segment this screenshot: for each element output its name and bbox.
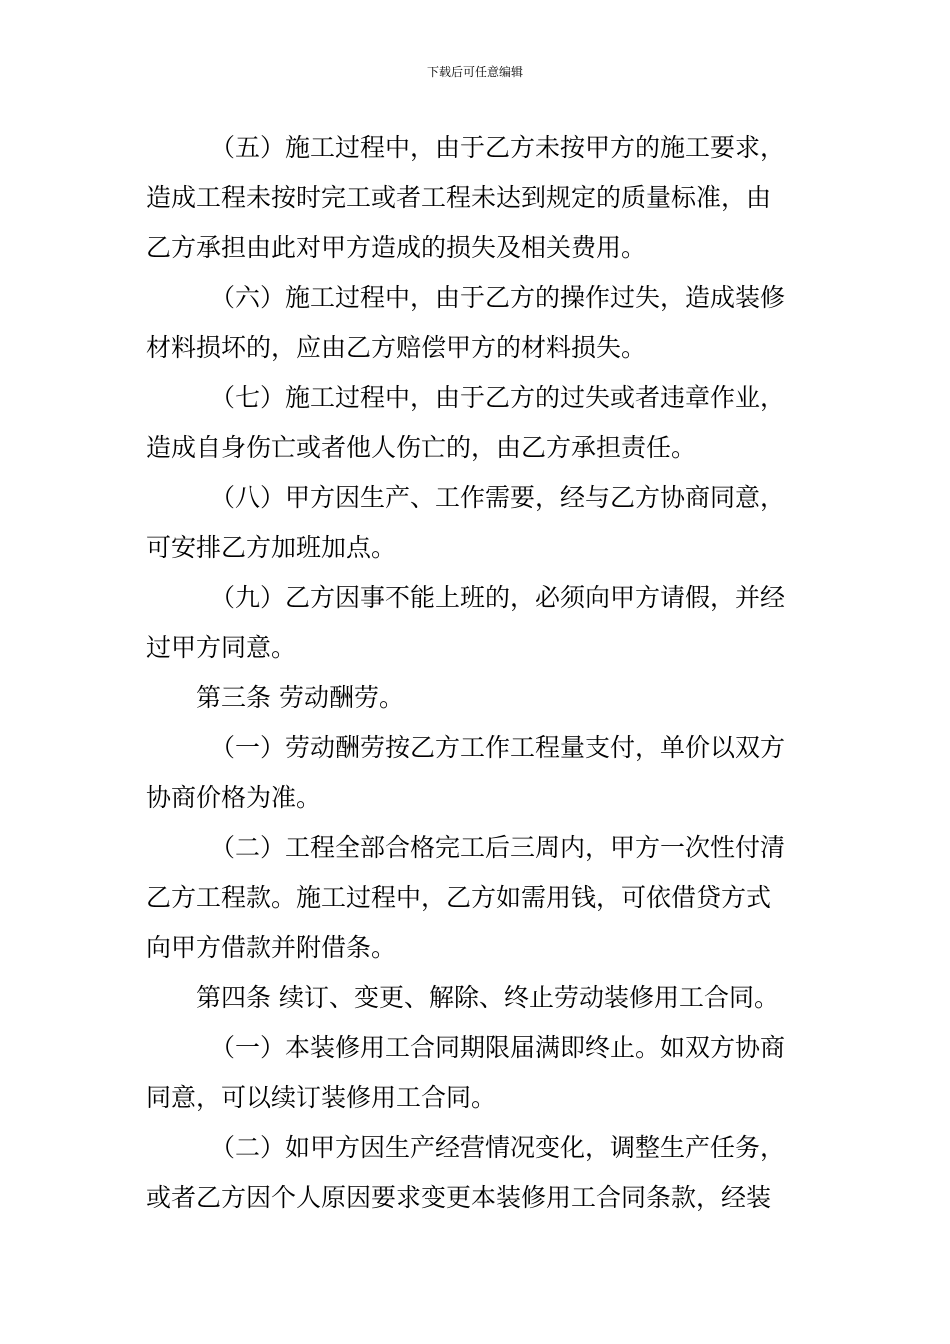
section-heading: 第四条 续订、变更、解除、终止劳动装修用工合同。 <box>196 983 779 1012</box>
paragraph-line: 造成工程未按时完工或者工程未达到规定的质量标准，由 <box>146 183 772 212</box>
paragraph-line: （九）乙方因事不能上班的，必须向甲方请假，并经 <box>210 583 786 612</box>
page-header: 下载后可任意编辑 <box>426 65 523 79</box>
section-heading: 第三条 劳动酬劳。 <box>196 683 404 712</box>
paragraph-line: （六）施工过程中，由于乙方的操作过失，造成装修 <box>210 283 786 312</box>
paragraph-line: （一）劳动酬劳按乙方工作工程量支付，单价以双方 <box>210 733 786 762</box>
paragraph-line: 乙方承担由此对甲方造成的损失及相关费用。 <box>146 233 647 262</box>
paragraph-line: 同意，可以续订装修用工合同。 <box>146 1083 497 1112</box>
document-body <box>146 123 808 1223</box>
paragraph-line: 可安排乙方加班加点。 <box>146 533 397 562</box>
paragraph-line: 过甲方同意。 <box>146 633 297 662</box>
paragraph-line: （一）本装修用工合同期限届满即终止。如双方协商 <box>210 1033 786 1062</box>
paragraph-line: 协商价格为准。 <box>146 783 322 812</box>
paragraph-line: （二）如甲方因生产经营情况变化，调整生产任务， <box>210 1133 786 1162</box>
paragraph-line: 造成自身伤亡或者他人伤亡的，由乙方承担责任。 <box>146 433 697 462</box>
paragraph-line: （八）甲方因生产、工作需要，经与乙方协商同意， <box>210 483 786 512</box>
paragraph-line: （七）施工过程中，由于乙方的过失或者违章作业， <box>210 383 786 412</box>
paragraph-line: 向甲方借款并附借条。 <box>146 933 397 962</box>
paragraph-line: 乙方工程款。施工过程中，乙方如需用钱，可依借贷方式 <box>146 883 772 912</box>
paragraph-line: 或者乙方因个人原因要求变更本装修用工合同条款，经装 <box>146 1183 772 1212</box>
paragraph-line: （五）施工过程中，由于乙方未按甲方的施工要求， <box>210 133 786 162</box>
paragraph-line: （二）工程全部合格完工后三周内，甲方一次性付清 <box>210 833 786 862</box>
paragraph-line: 材料损坏的，应由乙方赔偿甲方的材料损失。 <box>146 333 647 362</box>
